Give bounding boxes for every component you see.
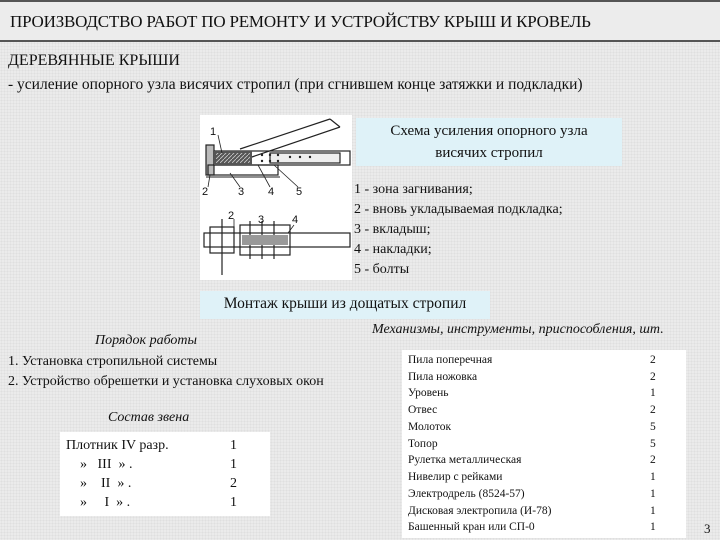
legend-item: 2 - вновь укладываемая подкладка;: [354, 202, 563, 217]
tool-row: [402, 371, 686, 388]
tool-row: [402, 421, 686, 438]
legend-item: 3 - вкладыш;: [354, 222, 431, 237]
tool-count: 2: [650, 371, 656, 383]
figure-label-4b: 4: [292, 214, 299, 226]
rafter-support-diagram: [200, 115, 352, 280]
tool-count: 1: [650, 521, 656, 533]
figure-label-2b: 2: [228, 210, 235, 222]
crew-count: 2: [230, 476, 237, 491]
figure-legend: [354, 180, 563, 280]
figure-label-5: 5: [296, 186, 303, 198]
crew-row: [60, 495, 270, 515]
tool-count: 1: [650, 505, 656, 517]
tool-count: 1: [650, 471, 656, 483]
tool-row: [402, 404, 686, 421]
tool-count: 5: [650, 438, 656, 450]
mechanisms-title: Механизмы, инструменты, приспособления, шт.: [372, 322, 664, 337]
figure-label-3: 3: [238, 186, 245, 198]
page-title: ПРОИЗВОДСТВО РАБОТ ПО РЕМОНТУ И УСТРОЙСТВУ КРЫШ И КРОВЕЛЬ: [10, 12, 591, 31]
tool-name: Рулетка металлическая: [408, 454, 522, 466]
order-step: 1. Установка стропильной системы: [8, 354, 218, 369]
figure-label-4: 4: [268, 186, 275, 198]
tool-name: Отвес: [408, 404, 438, 416]
figure-label-3b: 3: [258, 214, 265, 226]
order-list: [8, 352, 324, 392]
crew-row: [60, 438, 270, 458]
legend-item: 5 - болты: [354, 262, 410, 277]
crew-row: [60, 476, 270, 496]
tool-row: [402, 454, 686, 471]
tool-name: Молоток: [408, 421, 452, 433]
tool-count: 2: [650, 354, 656, 366]
tool-count: 1: [650, 387, 656, 399]
tool-row: [402, 438, 686, 455]
crew-name: » II » .: [66, 476, 132, 491]
section-heading: ДЕРЕВЯННЫЕ КРЫШИ: [8, 52, 180, 69]
crew-name: Плотник IV разр.: [66, 438, 169, 453]
figure-caption-line1: Схема усиления опорного узла: [390, 123, 588, 139]
tool-row: [402, 354, 686, 371]
tool-row: [402, 488, 686, 505]
figure-label-1: 1: [210, 126, 217, 138]
page-number: 3: [704, 521, 711, 536]
subtitle: - усиление опорного узла висячих стропил (при сгнившем конце затяжки и подкладки): [8, 76, 583, 93]
tool-name: Электродрель (8524-57): [408, 488, 525, 500]
tool-name: Пила ножовка: [408, 371, 478, 383]
figure-caption-line2: висячих стропил: [435, 145, 543, 161]
crew-table: [60, 432, 270, 516]
tool-name: Топор: [408, 438, 438, 450]
tool-name: Дисковая электропила (И-78): [408, 505, 552, 517]
tools-table: [402, 350, 686, 538]
crew-name: » I » .: [66, 495, 131, 510]
tool-row: [402, 505, 686, 522]
legend-item: 1 - зона загнивания;: [354, 182, 473, 197]
rafter-diagram-svg: [200, 115, 352, 280]
assembly-caption: Монтаж крыши из дощатых стропил: [200, 291, 490, 319]
tool-name: Нивелир с рейками: [408, 471, 503, 483]
crew-row: [60, 457, 270, 477]
title-bar: [0, 0, 720, 42]
legend-item: 4 - накладки;: [354, 242, 432, 257]
tool-count: 1: [650, 488, 656, 500]
tool-count: 5: [650, 421, 656, 433]
order-title: Порядок работы: [95, 333, 198, 348]
crew-count: 1: [230, 438, 237, 453]
crew-title: Состав звена: [108, 410, 190, 425]
crew-count: 1: [230, 457, 237, 472]
tool-row: [402, 521, 686, 538]
tool-name: Уровень: [408, 387, 449, 399]
order-step: 2. Устройство обрешетки и установка слуховых окон: [8, 374, 324, 389]
tool-row: [402, 471, 686, 488]
tool-name: Башенный кран или СП-0: [408, 521, 535, 533]
figure-label-2: 2: [202, 186, 209, 198]
tool-count: 2: [650, 454, 656, 466]
tool-name: Пила поперечная: [408, 354, 493, 366]
tool-row: [402, 387, 686, 404]
crew-count: 1: [230, 495, 237, 510]
figure-caption: [356, 118, 622, 166]
crew-name: » III » .: [66, 457, 133, 472]
tool-count: 2: [650, 404, 656, 416]
